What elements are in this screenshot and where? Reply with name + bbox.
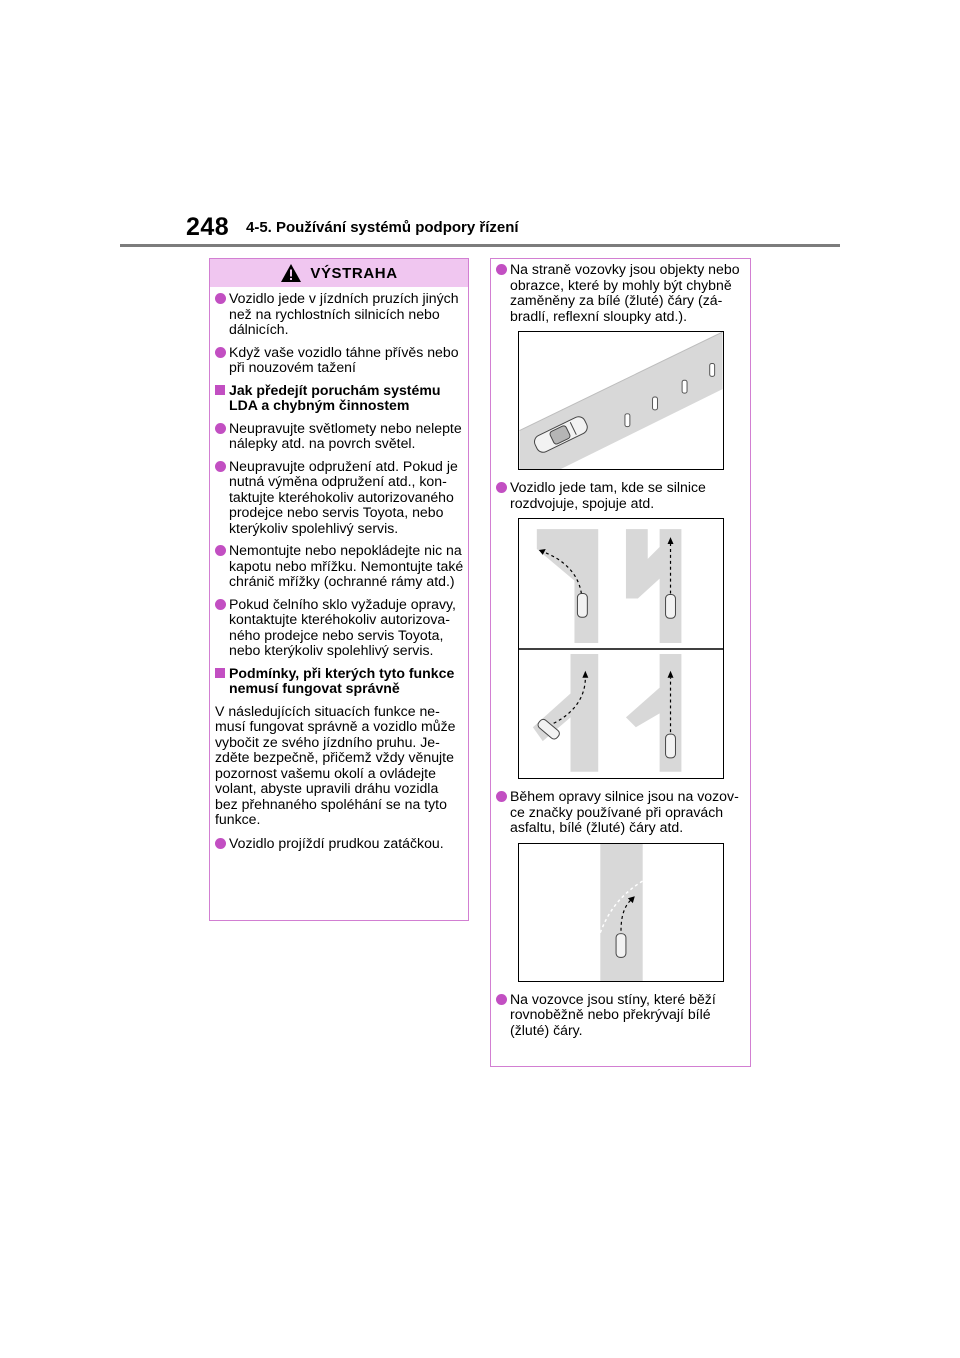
bullet-icon bbox=[215, 293, 226, 304]
bullet-icon bbox=[496, 264, 507, 275]
bullet-icon bbox=[215, 423, 226, 434]
conditions-paragraph: V následujících situacích funkce nemusí fungovat správně a vozidlo může vybočit ze svého jízdního pruhu. Jezděte bezpečně, přičemž vždy věnujte pozornost vašemu okolí a ovládejte volant, abyste upravili dráhu vozidla bez přehnaného spoléhání se na tyto funkce. bbox=[215, 702, 456, 827]
condition-item-road-repair: Během opravy silnice jsou na vozovce značky používané při opravách asfaltu, bílé (žluté) čáry atd. bbox=[496, 789, 746, 836]
section-title: 4-5. Používání systémů podpory řízení bbox=[246, 219, 519, 236]
bullet-icon bbox=[215, 599, 226, 610]
condition-item-sharp-curve: Vozidlo projíždí prudkou zatáčkou. bbox=[215, 836, 464, 852]
bullet-icon bbox=[215, 461, 226, 472]
condition-item-road-split: Vozidlo jede tam, kde se silnice rozdvojuje, spojuje atd. bbox=[496, 480, 746, 511]
square-bullet-icon bbox=[215, 668, 225, 678]
warning-item-1: Vozidlo jede v jízdních pruzích jiných než na rychlostních silnicích nebo dálnicích. bbox=[215, 291, 464, 338]
bullet-icon bbox=[215, 545, 226, 556]
illustration-roadside-posts bbox=[518, 331, 724, 470]
condition-item-shadows: Na vozovce jsou stíny, které běží rovnoběžně nebo překrývají bílé (žluté) čáry. bbox=[496, 992, 746, 1039]
warning-box bbox=[209, 258, 469, 921]
prevent-item-1: Neupravujte světlomety nebo nelepte nálepky atd. na povrch světel. bbox=[215, 421, 464, 452]
bullet-icon bbox=[215, 838, 226, 849]
square-bullet-icon bbox=[215, 385, 225, 395]
illustration-road-splits-merges bbox=[518, 518, 724, 779]
warning-header bbox=[210, 259, 468, 287]
bullet-icon bbox=[496, 482, 507, 493]
page-number: 248 bbox=[186, 213, 230, 241]
warning-item-2: Když vaše vozidlo táhne přívěs nebo při nouzovém tažení bbox=[215, 345, 464, 376]
warning-title: VÝSTRAHA bbox=[310, 264, 398, 282]
header-rule bbox=[120, 244, 840, 247]
conditions-continued-box bbox=[490, 258, 751, 1067]
bullet-icon bbox=[496, 791, 507, 802]
heading-conditions: Podmínky, při kterých tyto funkce nemusí fungovat správně bbox=[215, 666, 464, 697]
heading-prevent: Jak předejít poruchám systému LDA a chybným činnostem bbox=[215, 383, 464, 414]
warning-triangle-icon bbox=[280, 263, 302, 283]
bullet-icon bbox=[496, 994, 507, 1005]
prevent-item-4: Pokud čelního sklo vyžaduje opravy, kontaktujte kteréhokoliv autorizovaného prodejce nebo servis Toyota, nebo kterýkoliv spolehlivý servis. bbox=[215, 597, 464, 659]
condition-item-roadside-objects: Na straně vozovky jsou objekty nebo obrazce, které by mohly být chybně zaměněny za bílé (žluté) čáry (zábradlí, reflexní sloupky atd.). bbox=[496, 262, 746, 324]
bullet-icon bbox=[215, 347, 226, 358]
prevent-item-2: Neupravujte odpružení atd. Pokud je nutná výměna odpružení atd., kontaktujte kteréhokoliv autorizovaného prodejce nebo servis Toyota, nebo kterýkoliv spolehlivý servis. bbox=[215, 459, 464, 537]
illustration-road-repair-marks bbox=[518, 843, 724, 982]
prevent-item-3: Nemontujte nebo nepokládejte nic na kapotu nebo mřížku. Nemontujte také chránič mřížky (ochranné rámy atd.) bbox=[215, 543, 464, 590]
